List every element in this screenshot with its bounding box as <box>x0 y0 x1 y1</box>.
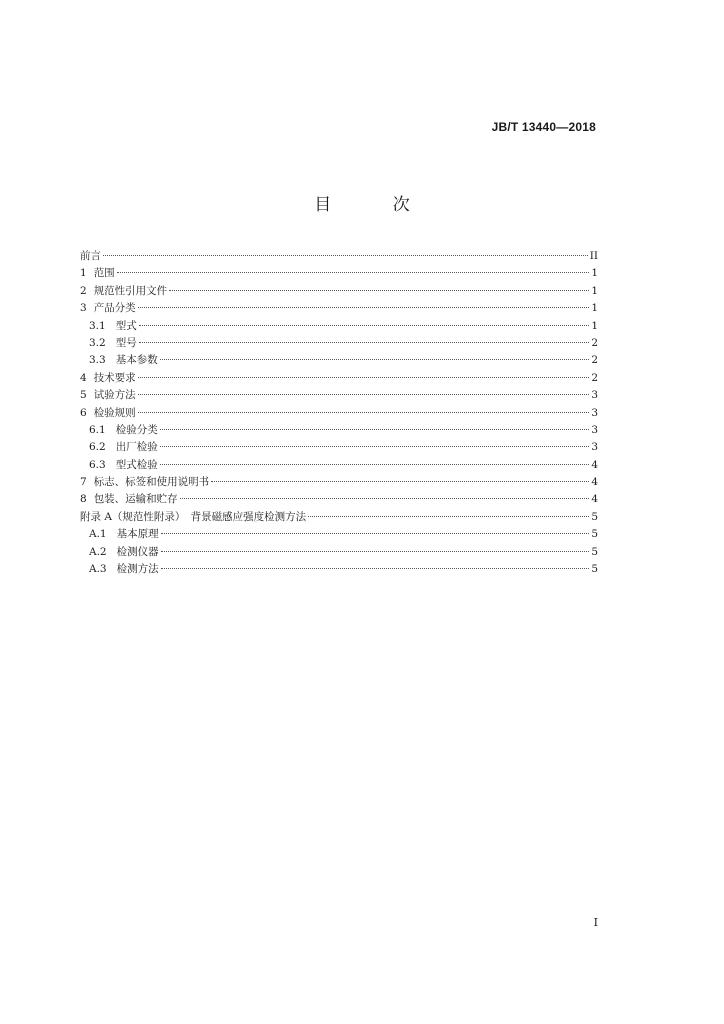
toc-dot-leader <box>139 325 589 326</box>
toc-dot-leader <box>138 307 589 308</box>
toc-dot-leader <box>169 290 589 291</box>
toc-entry-label: 试验方法 <box>93 389 136 402</box>
toc-entry[interactable] <box>80 283 598 300</box>
toc-dot-leader <box>103 255 588 256</box>
toc-entry-page: 3 <box>591 423 598 436</box>
toc-entry-label: 基本原理 <box>116 528 159 541</box>
toc-entry-page: 5 <box>591 528 598 541</box>
toc-entry-number: 4 <box>80 371 87 384</box>
toc-entry-number: 6.1 <box>89 423 106 436</box>
toc-entry-number: 3.1 <box>89 319 106 332</box>
toc-entry-label: 检测方法 <box>116 563 159 576</box>
toc-dot-leader <box>138 377 589 378</box>
toc-entry[interactable] <box>80 544 598 561</box>
toc-entry-label: 型号 <box>115 336 137 349</box>
toc-entry-page: 4 <box>591 493 598 506</box>
toc-dot-leader <box>308 516 589 517</box>
page-title: 目 次 <box>314 195 438 215</box>
toc-entry-page: 5 <box>591 563 598 576</box>
toc-entry-page: 1 <box>591 267 598 280</box>
toc-entry-number: 3.3 <box>89 354 106 367</box>
toc-entry-number: A.2 <box>89 545 107 558</box>
toc-entry[interactable] <box>80 474 598 491</box>
toc-entry-page: 3 <box>591 389 598 402</box>
toc-entry-number: 6.2 <box>89 441 106 454</box>
toc-entry-label: 检测仪器 <box>116 545 159 558</box>
toc-entry[interactable] <box>80 526 598 543</box>
toc-dot-leader <box>180 498 589 499</box>
toc-entry[interactable] <box>80 300 598 317</box>
toc-dot-leader <box>138 394 589 395</box>
toc-entry-number: A.1 <box>89 528 107 541</box>
toc-entry-number: A.3 <box>89 563 107 576</box>
toc-entry-label: 规范性引用文件 <box>93 284 168 297</box>
toc-entry-label: 技术要求 <box>93 371 136 384</box>
page-number: I <box>593 916 598 929</box>
toc-entry[interactable] <box>80 422 598 439</box>
toc-entry-label: 前言 <box>80 250 101 262</box>
toc-entry-number: 2 <box>80 284 87 297</box>
toc-entry-label: 型式检验 <box>115 458 158 471</box>
toc-entry[interactable] <box>80 457 598 474</box>
toc-entry-label: 检验规则 <box>93 406 136 419</box>
toc-dot-leader <box>160 464 589 465</box>
toc-entry[interactable] <box>80 387 598 404</box>
toc-entry-label: 基本参数 <box>115 354 158 367</box>
toc-entry-page: 5 <box>591 545 598 558</box>
toc-entry-number: 1 <box>80 267 87 280</box>
toc-entry-label: 范围 <box>93 267 115 280</box>
toc-entry-label: 包装、运输和贮存 <box>93 493 178 506</box>
toc-entry[interactable] <box>80 335 598 352</box>
toc-entry-number: 8 <box>80 493 87 506</box>
toc-entry[interactable] <box>80 318 598 335</box>
toc-entry-label: 检验分类 <box>115 423 158 436</box>
toc-entry-label: 出厂检验 <box>115 441 158 454</box>
toc-entry-label: 标志、标签和使用说明书 <box>93 476 210 489</box>
toc-entry[interactable] <box>80 439 598 456</box>
toc-entry-number: 7 <box>80 476 87 489</box>
toc-entry-page: 4 <box>591 476 598 489</box>
toc-entry[interactable] <box>80 491 598 508</box>
toc-entry-number: 6.3 <box>89 458 106 471</box>
toc-dot-leader <box>117 272 589 273</box>
toc-entry-page: 1 <box>591 284 598 297</box>
toc-dot-leader <box>160 429 589 430</box>
toc-dot-leader <box>160 446 589 447</box>
toc-dot-leader <box>139 342 589 343</box>
toc-entry[interactable] <box>80 265 598 282</box>
toc-dot-leader <box>211 481 589 482</box>
toc-dot-leader <box>138 412 589 413</box>
toc-entry[interactable] <box>80 405 598 422</box>
toc-entry[interactable] <box>80 509 598 526</box>
toc-entry[interactable] <box>80 370 598 387</box>
toc-entry-page: 1 <box>591 319 598 332</box>
toc-dot-leader <box>161 533 589 534</box>
toc-entry-number: 6 <box>80 406 87 419</box>
toc-entry-page: 2 <box>591 371 598 384</box>
table-of-contents <box>80 248 598 578</box>
toc-entry-number: 5 <box>80 389 87 402</box>
toc-entry-page: 3 <box>591 441 598 454</box>
toc-entry-page: 2 <box>591 354 598 367</box>
toc-entry-page: 3 <box>591 406 598 419</box>
toc-entry[interactable] <box>80 561 598 578</box>
toc-entry-label: 附录 A（规范性附录） 背景磁感应强度检测方法 <box>80 510 307 523</box>
toc-entry-number: 3.2 <box>89 336 106 349</box>
toc-dot-leader <box>160 359 589 360</box>
toc-dot-leader <box>161 551 589 552</box>
toc-entry-page: 5 <box>591 510 598 523</box>
toc-entry-label: 型式 <box>115 319 137 332</box>
toc-dot-leader <box>161 568 589 569</box>
toc-entry-label: 产品分类 <box>93 302 136 315</box>
toc-entry-page: 1 <box>591 302 598 315</box>
toc-entry-page: 4 <box>591 458 598 471</box>
standard-code: JB/T 13440—2018 <box>491 120 596 134</box>
toc-entry-page: 2 <box>591 336 598 349</box>
toc-entry-page: II <box>589 250 598 262</box>
toc-entry[interactable] <box>80 352 598 369</box>
toc-entry-number: 3 <box>80 302 87 315</box>
toc-entry[interactable] <box>80 248 598 265</box>
